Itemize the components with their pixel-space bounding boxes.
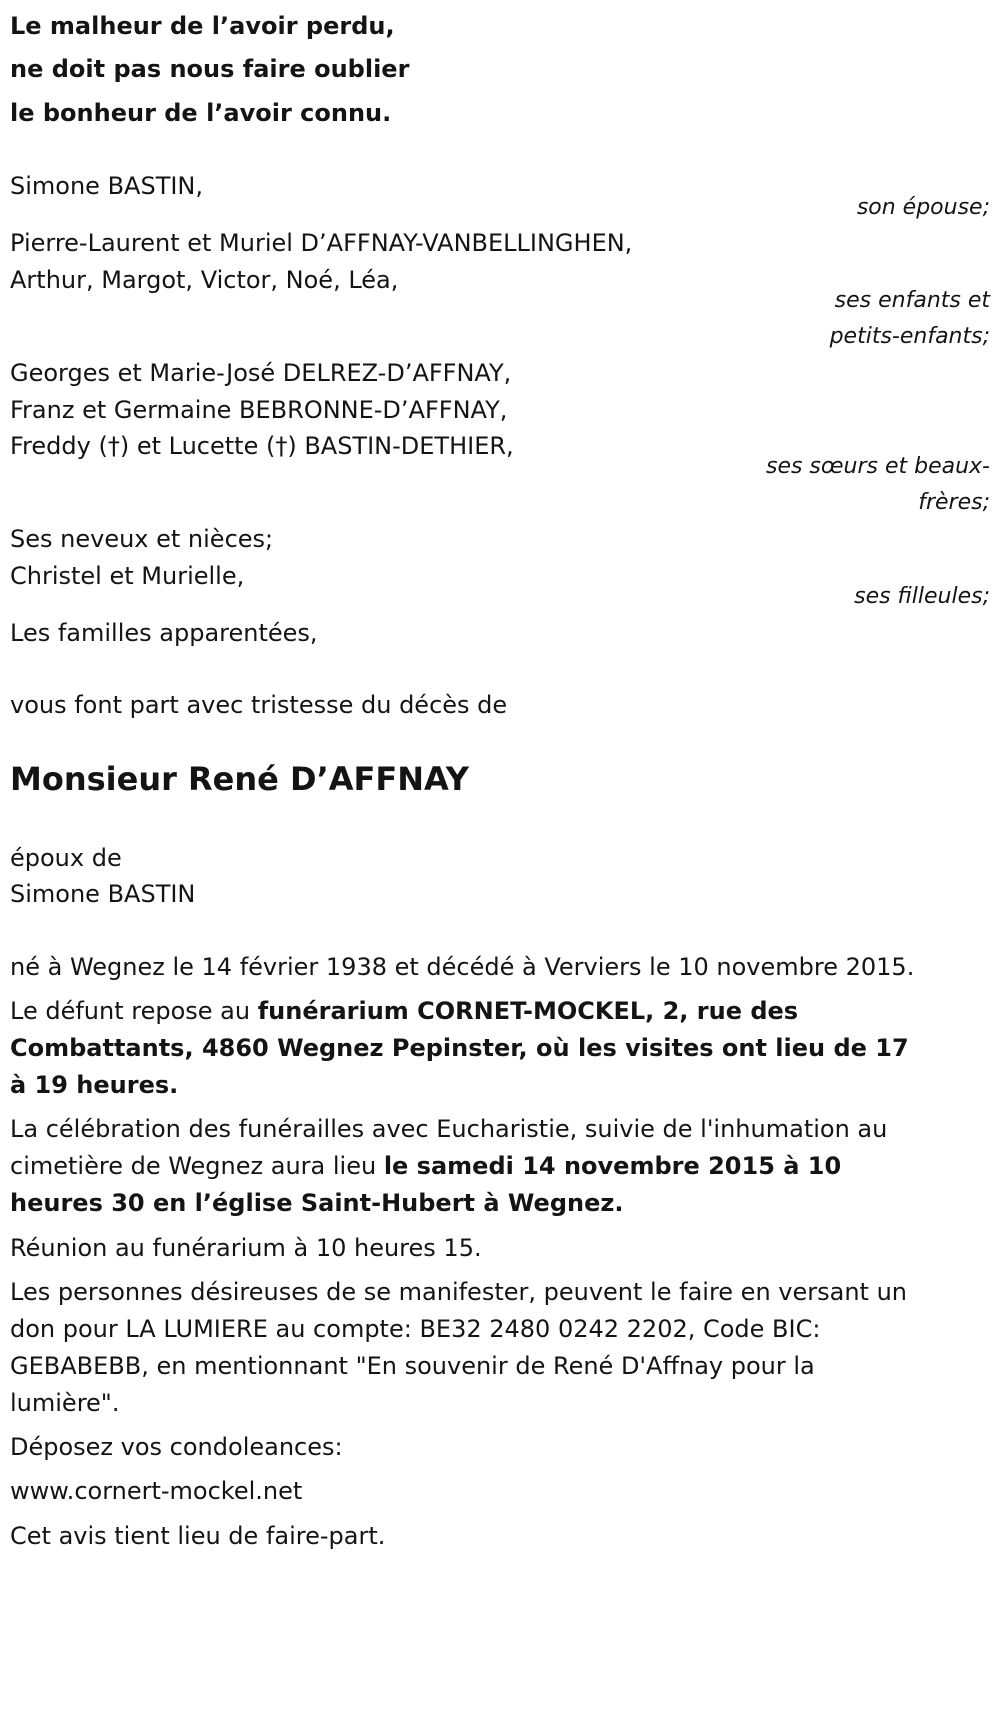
quote-line-3: le bonheur de l’avoir connu. xyxy=(10,99,392,127)
nephews-line: Ses neveux et nièces; xyxy=(10,525,274,553)
celebration-intro: La célébration des funérailles avec Eucharistie, suivie de l'inhumation au cimetière de Wegnez aura lieu xyxy=(10,1115,888,1180)
spouse-name: Simone BASTIN, xyxy=(10,172,204,200)
children-line-2: Arthur, Margot, Victor, Noé, Léa, xyxy=(10,266,399,294)
repose-intro: Le défunt repose au xyxy=(10,997,258,1025)
website-link[interactable]: www.cornert-mockel.net xyxy=(10,1477,303,1505)
announce-line: vous font part avec tristesse du décès de xyxy=(10,691,508,719)
meeting-line: Réunion au funérarium à 10 heures 15. xyxy=(10,1234,482,1262)
siblings-line-3: Freddy (†) et Lucette (†) BASTIN-DETHIER, xyxy=(10,432,514,460)
spouse-of-label: époux de xyxy=(10,844,122,872)
children-line-1: Pierre-Laurent et Muriel D’AFFNAY-VANBELLINGHEN, xyxy=(10,229,633,257)
goddaughters-role: ses filleules; xyxy=(854,584,990,609)
children-role-2: petits-enfants; xyxy=(829,324,990,349)
celebration-details: le samedi 14 novembre 2015 à 10 heures 30 en l’église Saint-Hubert à Wegnez. xyxy=(10,1152,842,1217)
deceased-name: Monsieur René D’AFFNAY xyxy=(10,760,469,798)
siblings-line-1: Georges et Marie-José DELREZ-D’AFFNAY, xyxy=(10,359,512,387)
repose-location: funérarium CORNET-MOCKEL, 2, rue des Combattants, 4860 Wegnez Pepinster, où les visites ont lieu de 17 à 19 heures. xyxy=(10,997,909,1099)
siblings-role-1: ses sœurs et beaux- xyxy=(765,454,990,479)
spouse-of-name: Simone BASTIN xyxy=(10,880,196,908)
quote-line-2: ne doit pas nous faire oublier xyxy=(10,55,410,83)
donation-paragraph: Les personnes désireuses de se manifester, peuvent le faire en versant un don pour LA LUMIERE au compte: BE32 2480 0242 2202, Code BIC: GEBABEBB, en mentionnant "En souvenir de René D'Affnay pour la lumière". xyxy=(10,1278,907,1417)
repose-paragraph xyxy=(10,993,910,1104)
birth-death-line: né à Wegnez le 14 février 1938 et décédé à Verviers le 10 novembre 2015. xyxy=(10,953,915,981)
siblings-line-2: Franz et Germaine BEBRONNE-D’AFFNAY, xyxy=(10,396,508,424)
celebration-paragraph xyxy=(10,1111,910,1222)
condolences-label: Déposez vos condoleances: xyxy=(10,1433,343,1461)
goddaughters-line: Christel et Murielle, xyxy=(10,562,245,590)
children-role-1: ses enfants et xyxy=(834,288,990,313)
quote-line-1: Le malheur de l’avoir perdu, xyxy=(10,12,395,40)
siblings-role-2: frères; xyxy=(918,490,990,515)
families-line: Les familles apparentées, xyxy=(10,619,318,647)
spouse-role: son épouse; xyxy=(856,195,990,220)
closing-line: Cet avis tient lieu de faire-part. xyxy=(10,1522,386,1550)
